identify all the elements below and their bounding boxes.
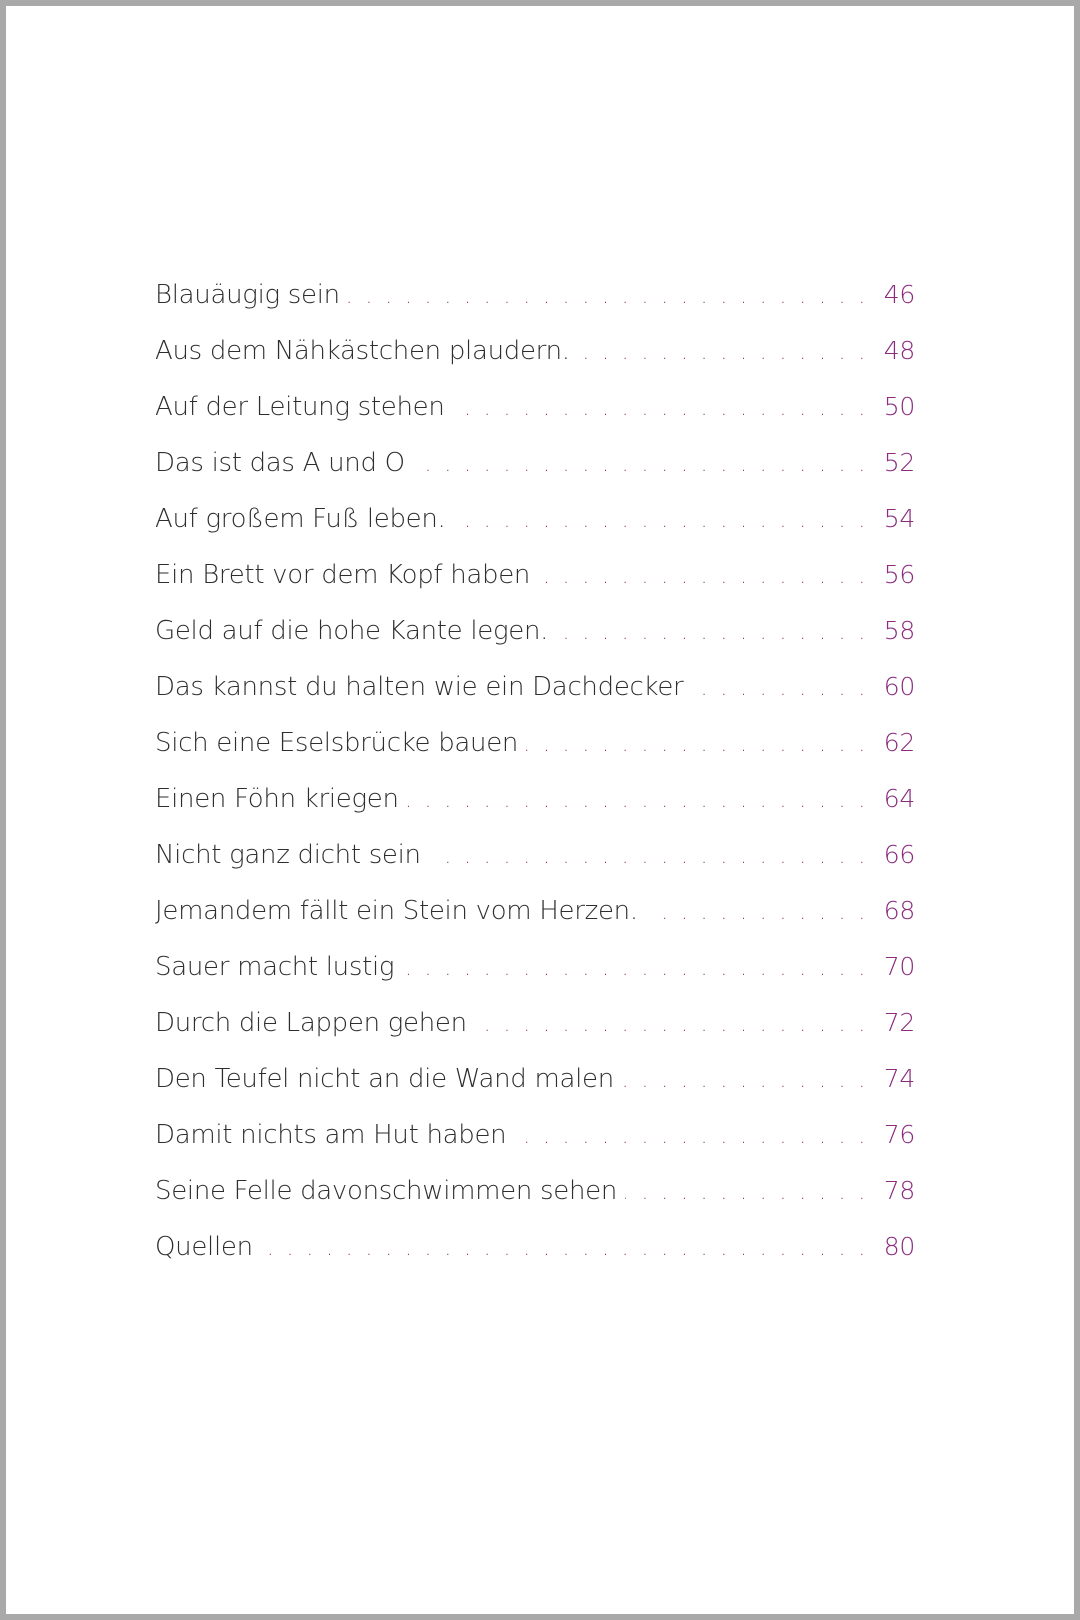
- toc-entry[interactable]: [155, 840, 915, 896]
- toc-entry-page: 80: [883, 1232, 915, 1261]
- dot-leader: [622, 1068, 865, 1092]
- toc-entry-page: 58: [883, 616, 915, 645]
- dot-leader: [538, 564, 865, 588]
- toc-entry-page: 70: [883, 952, 915, 981]
- toc-entry[interactable]: [155, 560, 915, 616]
- dot-leader: [526, 732, 865, 756]
- dot-leader: [646, 900, 865, 924]
- toc-entry-title: Den Teufel nicht an die Wand malen: [155, 1064, 614, 1094]
- toc-entry[interactable]: [155, 1064, 915, 1120]
- dot-leader: [402, 956, 865, 980]
- toc-entry[interactable]: [155, 1176, 915, 1232]
- toc-entry[interactable]: [155, 952, 915, 1008]
- toc-entry-title: Sauer macht lustig: [155, 952, 395, 982]
- toc-entry-title: Nicht ganz dicht sein: [155, 840, 421, 870]
- toc-entry-title: Aus dem Nähkästchen plaudern.: [155, 336, 570, 366]
- toc-entry-page: 76: [883, 1120, 915, 1149]
- dot-leader: [625, 1180, 865, 1204]
- toc-entry[interactable]: [155, 672, 915, 728]
- toc-entry[interactable]: [155, 1232, 915, 1288]
- toc-entry-title: Einen Föhn kriegen: [155, 784, 399, 814]
- dot-leader: [261, 1236, 865, 1260]
- toc-entry-page: 62: [883, 728, 915, 757]
- toc-entry-page: 72: [883, 1008, 915, 1037]
- toc-entry[interactable]: [155, 784, 915, 840]
- toc-entry-title: Jemandem fällt ein Stein vom Herzen.: [155, 896, 638, 926]
- toc-entry[interactable]: [155, 280, 915, 336]
- toc-entry[interactable]: [155, 504, 915, 560]
- toc-entry-title: Das kannst du halten wie ein Dachdecker: [155, 672, 684, 702]
- toc-entry[interactable]: [155, 728, 915, 784]
- dot-leader: [691, 676, 865, 700]
- toc-entry-page: 54: [883, 504, 915, 533]
- toc-entry-page: 52: [883, 448, 915, 477]
- toc-entry-title: Auf großem Fuß leben.: [155, 504, 446, 534]
- dot-leader: [454, 508, 865, 532]
- dot-leader: [556, 620, 865, 644]
- toc-entry[interactable]: [155, 392, 915, 448]
- toc-entry-title: Geld auf die hohe Kante legen.: [155, 616, 549, 646]
- toc-entry-title: Ein Brett vor dem Kopf haben: [155, 560, 531, 590]
- toc-entry-page: 74: [883, 1064, 915, 1093]
- toc-entry[interactable]: [155, 896, 915, 952]
- dot-leader: [413, 452, 865, 476]
- toc-entry-title: Blauäugig sein: [155, 280, 340, 310]
- toc-entry-page: 46: [883, 280, 915, 309]
- toc-entry-title: Sich eine Eselsbrücke bauen: [155, 728, 519, 758]
- toc-entry-page: 50: [883, 392, 915, 421]
- toc-entry-page: 48: [883, 336, 915, 365]
- dot-leader: [514, 1124, 865, 1148]
- toc-entry[interactable]: [155, 616, 915, 672]
- toc-entry[interactable]: [155, 1008, 915, 1064]
- toc-entry[interactable]: [155, 336, 915, 392]
- dot-leader: [453, 396, 866, 420]
- dot-leader: [475, 1012, 865, 1036]
- toc-entry-page: 64: [883, 784, 915, 813]
- dot-leader: [407, 788, 865, 812]
- dot-leader: [578, 340, 865, 364]
- toc-entry-title: Damit nichts am Hut haben: [155, 1120, 507, 1150]
- dot-leader: [429, 844, 865, 868]
- dot-leader: [348, 284, 865, 308]
- toc-entry-title: Auf der Leitung stehen: [155, 392, 445, 422]
- toc-entry[interactable]: [155, 1120, 915, 1176]
- book-page: [6, 6, 1074, 1614]
- toc-entry-title: Durch die Lappen gehen: [155, 1008, 467, 1038]
- toc-entry-page: 60: [883, 672, 915, 701]
- toc-entry[interactable]: [155, 448, 915, 504]
- toc-entry-title: Seine Felle davonschwimmen sehen: [155, 1176, 618, 1206]
- toc-entry-title: Das ist das A und O: [155, 448, 405, 478]
- table-of-contents: [155, 280, 915, 1288]
- toc-entry-page: 78: [883, 1176, 915, 1205]
- toc-entry-page: 56: [883, 560, 915, 589]
- toc-entry-title: Quellen: [155, 1232, 253, 1262]
- toc-entry-page: 68: [883, 896, 915, 925]
- toc-entry-page: 66: [883, 840, 915, 869]
